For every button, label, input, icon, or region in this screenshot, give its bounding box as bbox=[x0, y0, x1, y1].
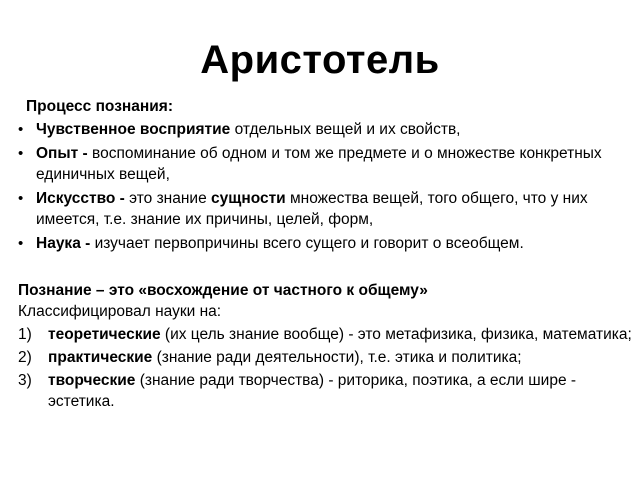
bullet-icon: • bbox=[18, 145, 24, 162]
science-text: (знание ради творчества) - риторика, поэтика, а если шире - эстетика. bbox=[48, 372, 577, 410]
process-item-science bbox=[18, 233, 632, 254]
spacer bbox=[18, 257, 632, 280]
science-text: (их цель знание вообще) - это метафизика, физика, математика; bbox=[160, 326, 632, 343]
process-term: Искусство - bbox=[36, 190, 130, 207]
process-list bbox=[18, 119, 632, 254]
process-text: изучает первопричины всего сущего и говорит о всеобщем. bbox=[94, 235, 524, 252]
process-heading: Процесс познания: bbox=[26, 98, 173, 115]
classified-intro: Классифицировал науки на: bbox=[18, 303, 222, 320]
science-number: 2) bbox=[18, 349, 32, 366]
slide-title: Аристотель bbox=[200, 38, 440, 82]
science-term: практические bbox=[48, 349, 153, 366]
slide-content bbox=[18, 96, 632, 414]
process-term: Наука - bbox=[36, 235, 95, 252]
science-number: 1) bbox=[18, 326, 32, 343]
science-item-practical bbox=[18, 347, 632, 368]
process-bold-word: сущности bbox=[211, 190, 286, 207]
science-term: творческие bbox=[48, 372, 136, 389]
process-item-art bbox=[18, 188, 632, 230]
process-text: воспоминание об одном и том же предмете и о множестве конкретных единичных вещей, bbox=[36, 145, 602, 183]
science-number: 3) bbox=[18, 372, 32, 389]
process-term: Опыт - bbox=[36, 145, 93, 162]
science-text: (знание ради деятельности), т.е. этика и политика; bbox=[152, 349, 522, 366]
bullet-icon: • bbox=[18, 235, 24, 252]
science-item-theoretical bbox=[18, 324, 632, 345]
science-item-creative bbox=[18, 370, 632, 412]
bullet-icon: • bbox=[18, 190, 24, 207]
bullet-icon: • bbox=[18, 121, 24, 138]
process-text-before: это знание bbox=[129, 190, 212, 207]
science-term: теоретические bbox=[48, 326, 161, 343]
process-item-perception bbox=[18, 119, 632, 140]
sciences-list bbox=[18, 324, 632, 412]
process-item-experience bbox=[18, 143, 632, 185]
cognition-statement: Познание – это «восхождение от частного к общему» bbox=[18, 282, 428, 299]
process-term: Чувственное восприятие bbox=[36, 121, 231, 138]
process-text: множества вещей, того общего, что у них имеется, т.е. знание их причины, целей, форм, bbox=[36, 190, 588, 228]
process-text: отдельных вещей и их свойств, bbox=[230, 121, 461, 138]
